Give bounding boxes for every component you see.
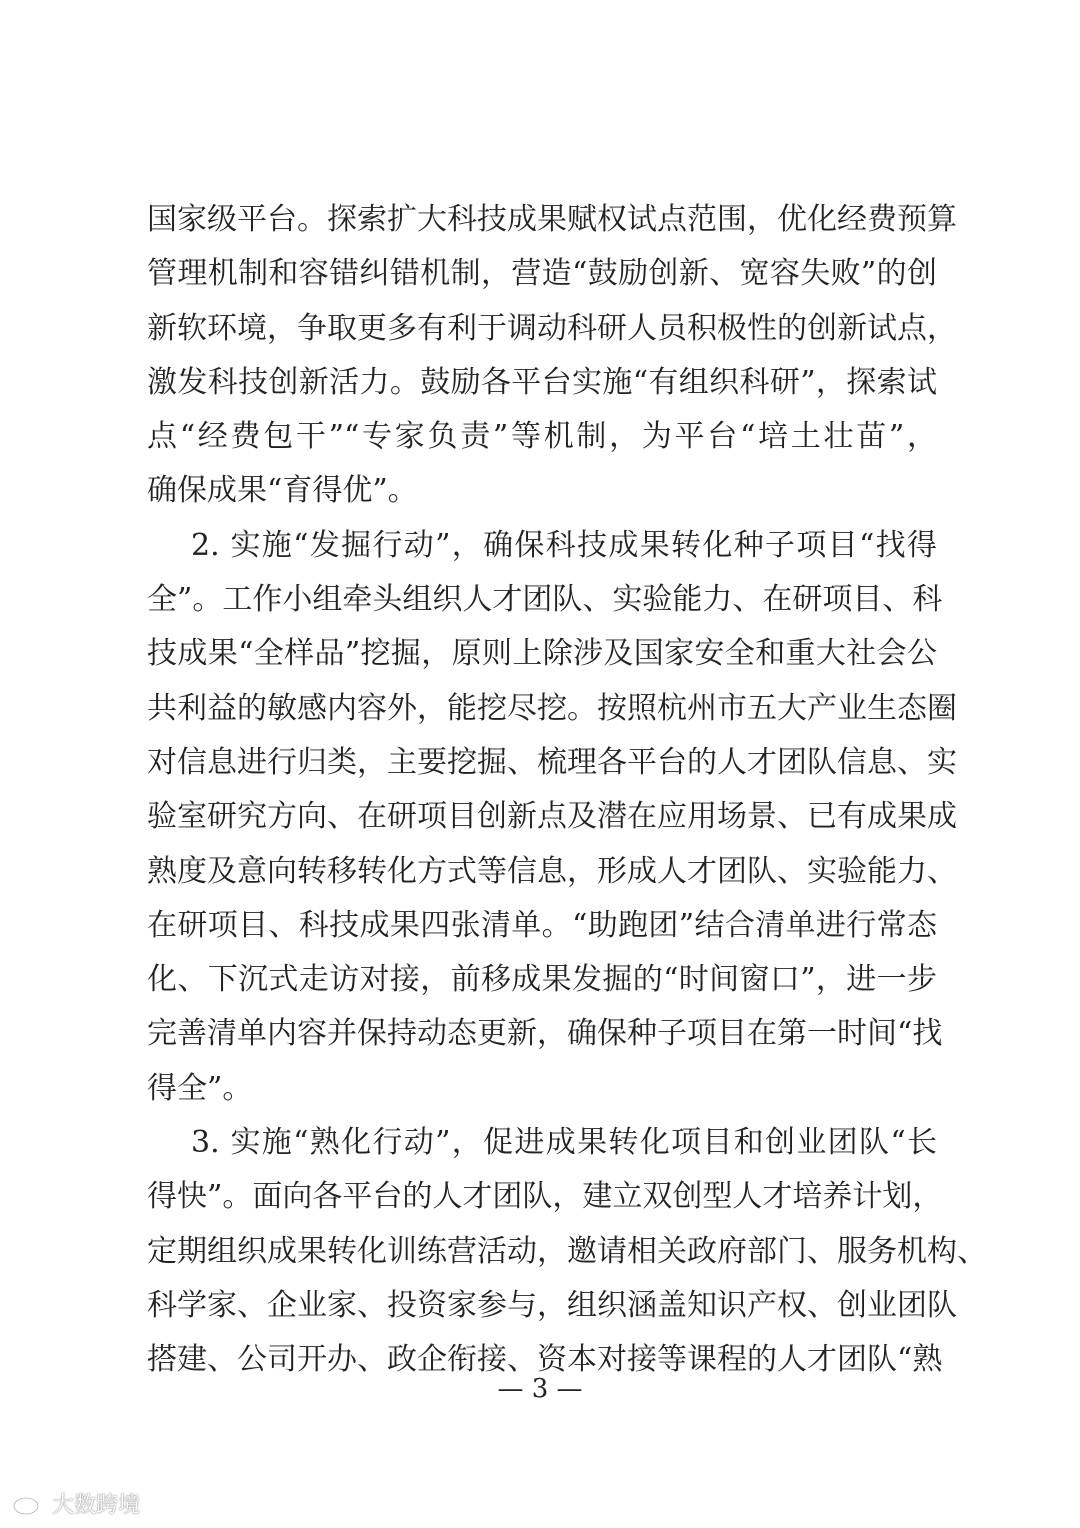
page-number: — 3 — [497,1374,583,1404]
text-line: 得全”。 [147,1070,253,1106]
section-heading-line: 3. 实施“熟化行动”，促进成果转化项目和创业团队“长 [191,1125,937,1161]
text-line: 验室研究方向、在研项目创新点及潜在应用场景、已有成果成 [147,799,957,835]
text-line: 搭建、公司开办、政企衔接、资本对接等课程的人才团队“熟 [147,1342,943,1378]
document-body [147,193,987,1388]
text-line: 在研项目、科技成果四张清单。“助跑团”结合清单进行常态 [147,907,937,943]
text-line: 国家级平台。探索扩大科技成果赋权试点范围，优化经费预算 [147,202,957,237]
text-line: 完善清单内容并保持动态更新，确保种子项目在第一时间“找 [147,1016,943,1052]
text-line: 新软环境，争取更多有利于调动科研人员积极性的创新试点， [147,310,957,346]
text-line: 科学家、企业家、投资家参与，组织涵盖知识产权、创业团队 [147,1287,957,1323]
section-heading-line: 2. 实施“发掘行动”，确保科技成果转化种子项目“找得 [191,527,937,563]
text-line: 熟度及意向转移转化方式等信息，形成人才团队、实验能力、 [147,853,957,889]
text-line: 对信息进行归类，主要挖掘、梳理各平台的人才团队信息、实 [147,744,957,780]
weibo-logo-icon [12,1490,46,1516]
text-line: 管理机制和容错纠错机制，营造“鼓励创新、宽容失败”的创 [147,256,937,292]
text-line: 化、下沉式走访对接，前移成果发掘的“时间窗口”，进一步 [147,962,937,998]
text-line: 得快”。面向各平台的人才团队，建立双创型人才培养计划， [147,1179,943,1215]
text-line: 点“经费包干”“专家负责”等机制，为平台“培土壮苗”， [147,419,937,455]
watermark [12,1488,140,1518]
text-line: 确保成果“育得优”。 [147,473,418,509]
text-line: 定期组织成果转化训练营活动，邀请相关政府部门、服务机构、 [147,1233,987,1269]
text-line: 共利益的敏感内容外，能挖尽挖。按照杭州市五大产业生态圈 [147,690,957,726]
text-line: 全”。工作小组牵头组织人才团队、实验能力、在研项目、科 [147,582,943,618]
text-line: 技成果“全样品”挖掘，原则上除涉及国家安全和重大社会公 [147,636,937,672]
watermark-text: 大数跨境 [52,1492,141,1518]
text-line: 激发科技创新活力。鼓励各平台实施“有组织科研”，探索试 [147,364,937,400]
